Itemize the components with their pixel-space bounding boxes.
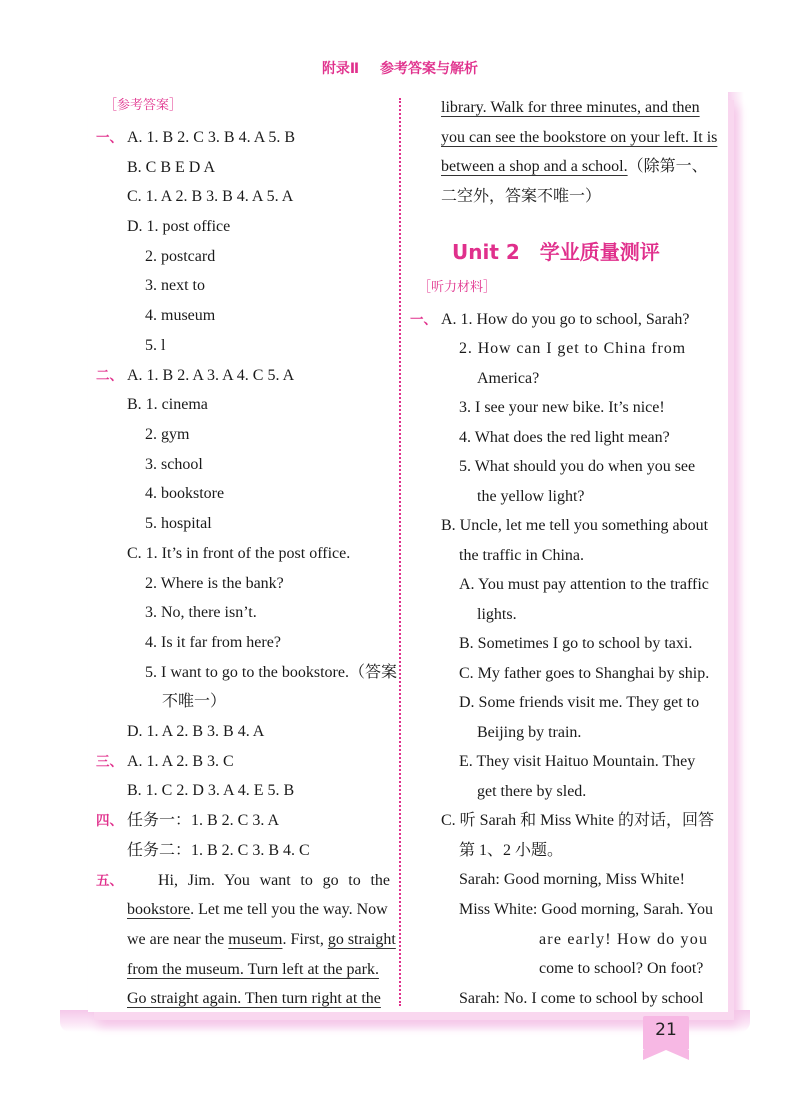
s2-B-1: B. 1. cinema <box>127 396 208 413</box>
answer-key-tag: ［参考答案］ <box>104 98 183 113</box>
s2-B-3: 3. school <box>145 456 203 473</box>
r-cont-3 <box>441 157 708 177</box>
s2-C-3: 3. No, there isn’t. <box>145 604 257 621</box>
s4-task-2: 任务二：1. B 2. C 3. B 4. C <box>127 842 310 859</box>
section-2-number: 二、 <box>96 368 123 384</box>
header-title: 参考答案与解析 <box>380 61 479 77</box>
appendix-label: 附录Ⅱ <box>321 61 360 77</box>
r-B-cont: the traffic in China. <box>459 547 584 564</box>
s3-A-answers: A. 1. A 2. B 3. C <box>127 753 234 770</box>
r-A-1: A. 1. How do you go to school, Sarah? <box>441 311 690 328</box>
s1-D-3: 3. next to <box>145 277 205 294</box>
s5-line-2 <box>127 900 388 920</box>
s5-line-2-rest: . Let me tell you the way. Now <box>190 901 388 918</box>
s2-D-answers: D. 1. A 2. B 3. B 4. A <box>127 723 265 740</box>
r-A-5: 5. What should you do when you see <box>459 458 696 475</box>
blank-bookstore: bookstore <box>127 901 191 918</box>
s5-line-3-a: we are near the <box>127 931 229 948</box>
blank-go-straight: go straight <box>327 931 396 948</box>
s1-D-4: 4. museum <box>145 307 216 324</box>
r-C-cont: 第 1、2 小题。 <box>459 842 564 859</box>
s1-D-1: D. 1. post office <box>127 218 231 235</box>
section-1-number: 一、 <box>96 130 123 146</box>
r-B-E-cont: get there by sled. <box>477 783 587 800</box>
s5-line-3-c: . First, <box>282 931 328 948</box>
dialogue-2: Miss White: Good morning, Sarah. You <box>459 901 713 918</box>
s1-B-answers: B. C B E D A <box>127 159 216 176</box>
running-header <box>0 58 800 78</box>
section-5-number: 五、 <box>96 873 123 889</box>
s2-C-2: 2. Where is the bank? <box>145 575 284 592</box>
section-4-number: 四、 <box>96 813 123 829</box>
s3-B-answers: B. 1. C 2. D 3. A 4. E 5. B <box>127 782 295 799</box>
r-B-B: B. Sometimes I go to school by taxi. <box>459 635 693 652</box>
s1-D-5: 5. l <box>145 337 166 354</box>
r-B-A: A. You must pay attention to the traffic <box>459 576 709 593</box>
s2-C-5-cont: 不唯一） <box>162 693 227 710</box>
s4-task-1: 任务一：1. B 2. C 3. A <box>127 812 280 829</box>
r-B-E: E. They visit Haituo Mountain. They <box>459 753 696 770</box>
r-cont-4: 二空外，答案不唯一） <box>441 188 602 205</box>
s5-line-4: from the museum. Turn left at the park. <box>127 961 379 978</box>
s2-C-4: 4. Is it far from here? <box>145 634 281 651</box>
dialogue-2-cont-1: are early! How do you <box>539 931 709 948</box>
listening-material-tag: ［听力材料］ <box>418 280 497 295</box>
r-B-D-cont: Beijing by train. <box>477 724 582 741</box>
r-section-1-number: 一、 <box>410 312 437 328</box>
unit-title: Unit 2 学业质量测评 <box>452 240 660 264</box>
s2-C-1: C. 1. It’s in front of the post office. <box>127 545 351 562</box>
s5-line-5: Go straight again. Then turn right at the <box>127 990 381 1007</box>
s2-B-5: 5. hospital <box>145 515 212 532</box>
r-cont-3-underlined: between a shop and a school. <box>441 158 628 175</box>
r-A-4: 4. What does the red light mean? <box>459 429 670 446</box>
column-divider <box>399 98 401 1006</box>
r-A-2-cont: America? <box>477 370 540 387</box>
s2-A-answers: A. 1. B 2. A 3. A 4. C 5. A <box>127 367 295 384</box>
dialogue-2-cont-2: come to school? On foot? <box>539 960 704 977</box>
s5-line-1: Hi, Jim. You want to go to the <box>158 872 390 889</box>
r-C: C. 听 Sarah 和 Miss White 的对话，回答 <box>441 812 715 829</box>
s2-B-2: 2. gym <box>145 426 190 443</box>
r-A-5-cont: the yellow light? <box>477 488 585 505</box>
s2-B-4: 4. bookstore <box>145 485 225 502</box>
s2-C-5: 5. I want to go to the bookstore.（答案 <box>145 664 397 681</box>
r-B-A-cont: lights. <box>477 606 517 623</box>
r-cont-1: library. Walk for three minutes, and then <box>441 99 700 116</box>
blank-museum: museum <box>228 931 283 948</box>
dialogue-3: Sarah: No. I come to school by school <box>459 990 704 1007</box>
page-shadow-right <box>728 92 744 1022</box>
r-B-C: C. My father goes to Shanghai by ship. <box>459 665 710 682</box>
s1-D-2: 2. postcard <box>145 248 216 265</box>
s1-C-answers: C. 1. A 2. B 3. B 4. A 5. A <box>127 188 294 205</box>
r-B-D: D. Some friends visit me. They get to <box>459 694 700 711</box>
s1-A-answers: A. 1. B 2. C 3. B 4. A 5. B <box>127 129 296 146</box>
section-3-number: 三、 <box>96 754 123 770</box>
dialogue-1: Sarah: Good morning, Miss White! <box>459 871 685 888</box>
r-A-3: 3. I see your new bike. It’s nice! <box>459 399 665 416</box>
r-cont-3-note: （除第一、 <box>627 158 708 175</box>
r-A-2: 2. How can I get to China from <box>459 340 686 357</box>
r-B: B. Uncle, let me tell you something about <box>441 517 709 534</box>
s5-line-3 <box>127 930 396 950</box>
r-cont-2: you can see the bookstore on your left. It is <box>441 129 718 146</box>
page-number: 21 <box>643 1016 689 1050</box>
